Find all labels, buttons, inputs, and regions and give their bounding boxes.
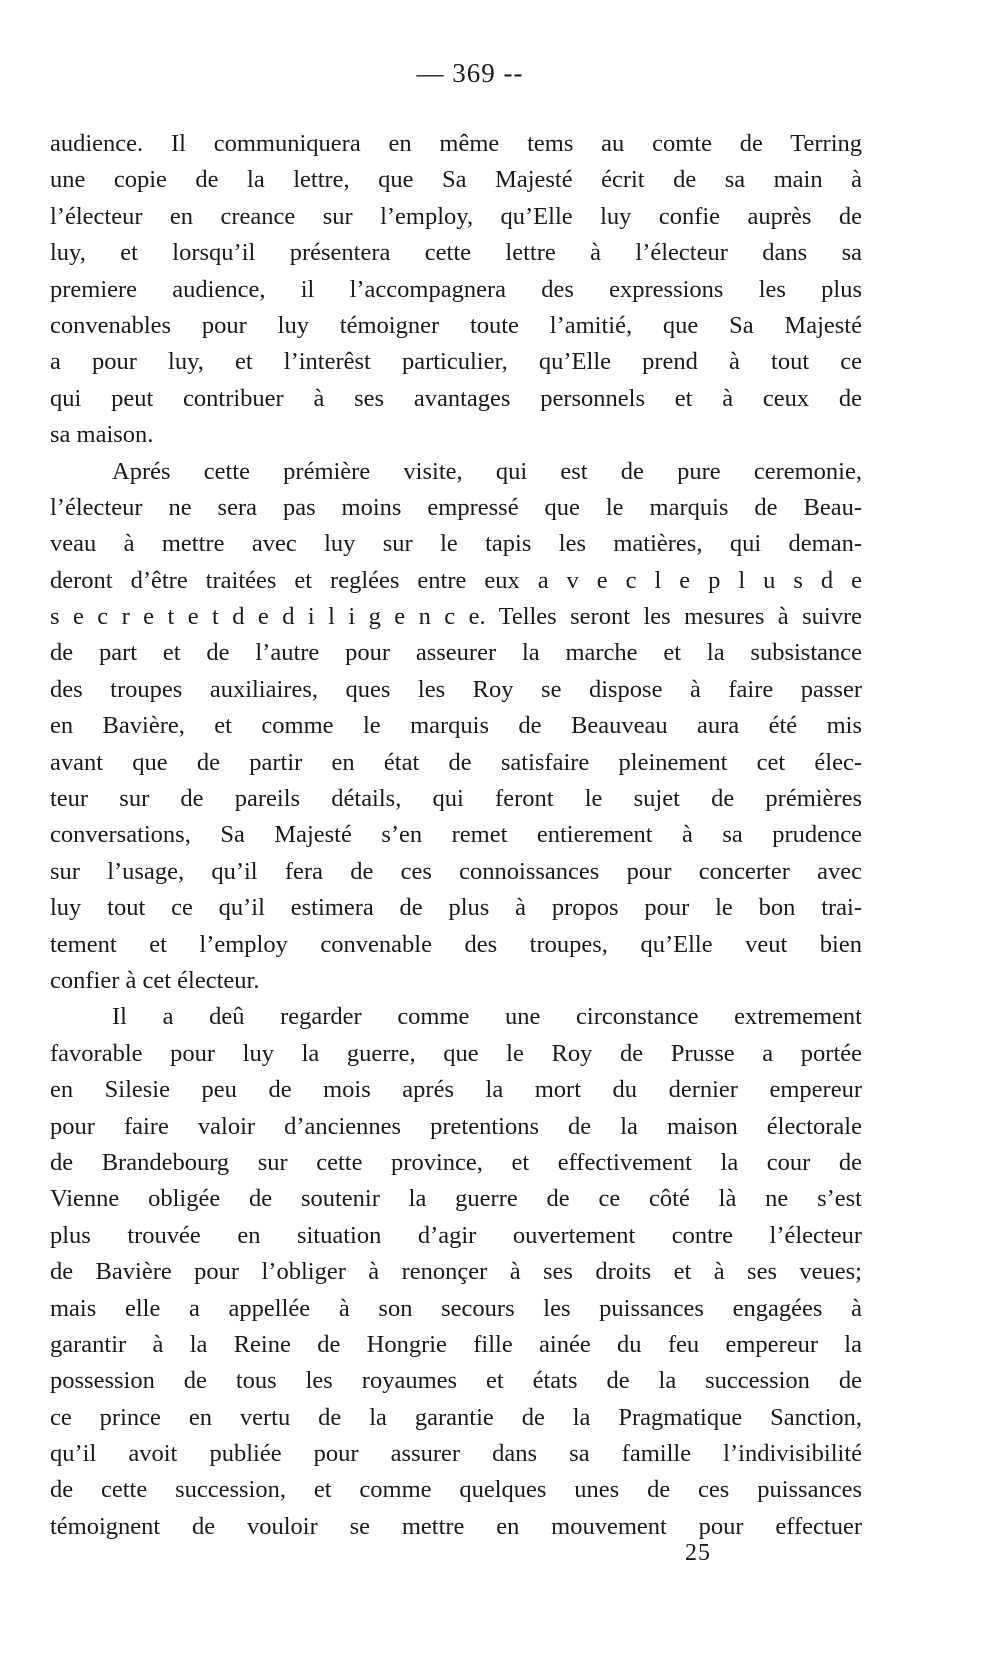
text-line: luy tout ce qu’il estimera de plus à propos pour le bon trai- (50, 894, 862, 922)
text-line: en Silesie peu de mois aprés la mort du dernier empereur (50, 1076, 862, 1104)
text-line: des troupes auxiliaires, ques les Roy se dispose à faire passer (50, 675, 862, 703)
text-line: de Bavière pour l’obliger à renonçer à ses droits et à ses veues; (50, 1258, 862, 1286)
text-line: plus trouvée en situation d’agir ouvertement contre l’électeur (50, 1221, 862, 1249)
signature-mark: 25 (685, 1540, 711, 1566)
text-line: luy, et lorsqu’il présentera cette lettre à l’électeur dans sa (50, 239, 862, 267)
text-line: de part et de l’autre pour asseurer la marche et la subsistance (50, 639, 862, 667)
text-line: l’électeur en creance sur l’employ, qu’Elle luy confie auprès de (50, 202, 862, 230)
text-line: l’électeur ne sera pas moins empressé que le marquis de Beau- (50, 493, 862, 521)
text-line: conversations, Sa Majesté s’en remet entierement à sa prudence (50, 821, 862, 849)
text-line: ce prince en vertu de la garantie de la Pragmatique Sanction, (50, 1403, 862, 1431)
text-line: confier à cet électeur. (50, 966, 260, 994)
text-line: témoignent de vouloir se mettre en mouvement pour effectuer (50, 1512, 862, 1540)
text-line: pour faire valoir d’anciennes pretentions de la maison électorale (50, 1112, 862, 1140)
text-line: s e c r e t e t d e d i l i g e n c e. Telles seront les mesures à suivre (50, 603, 862, 631)
text-line: de cette succession, et comme quelques unes de ces puissances (50, 1476, 862, 1504)
text-line: Il a deû regarder comme une circonstance extremement (112, 1003, 862, 1031)
text-line: possession de tous les royaumes et états de la succession de (50, 1367, 862, 1395)
text-line: Aprés cette prémière visite, qui est de pure ceremonie, (112, 457, 862, 485)
text-line: en Bavière, et comme le marquis de Beauveau aura été mis (50, 712, 862, 740)
text-line: garantir à la Reine de Hongrie fille ainée du feu empereur la (50, 1330, 862, 1358)
text-line: avant que de partir en état de satisfaire pleinement cet élec- (50, 748, 862, 776)
text-line: une copie de la lettre, que Sa Majesté écrit de sa main à (50, 166, 862, 194)
text-line: de Brandebourg sur cette province, et effectivement la cour de (50, 1148, 862, 1176)
text-line: premiere audience, il l’accompagnera des expressions les plus (50, 275, 862, 303)
text-line: mais elle a appellée à son secours les puissances engagées à (50, 1294, 862, 1322)
text-line: teur sur de pareils détails, qui feront le sujet de prémières (50, 785, 862, 813)
text-line: audience. Il communiquera en même tems au comte de Terring (50, 130, 862, 157)
text-line: favorable pour luy la guerre, que le Roy de Prusse a portée (50, 1039, 862, 1067)
text-line: a pour luy, et l’interêst particulier, qu’Elle prend à tout ce (50, 348, 862, 376)
text-line: convenables pour luy témoigner toute l’amitié, que Sa Majesté (50, 311, 862, 339)
text-line: qui peut contribuer à ses avantages personnels et à ceux de (50, 384, 862, 412)
text-line: tement et l’employ convenable des troupes, qu’Elle veut bien (50, 930, 862, 958)
text-line: veau à mettre avec luy sur le tapis les matières, qui deman- (50, 530, 862, 558)
text-line: sa maison. (50, 421, 154, 449)
text-line: sur l’usage, qu’il fera de ces connoissances pour concerter avec (50, 857, 862, 885)
text-line: qu’il avoit publiée pour assurer dans sa famille l’indivisibilité (50, 1440, 862, 1468)
text-line: deront d’être traitées et reglées entre eux a v e c l e p l u s d e (50, 566, 862, 594)
page-number-header: — 369 -- (416, 58, 524, 88)
body-text (50, 126, 862, 1545)
text-line: Vienne obligée de soutenir la guerre de ce côté là ne s’est (50, 1185, 862, 1213)
